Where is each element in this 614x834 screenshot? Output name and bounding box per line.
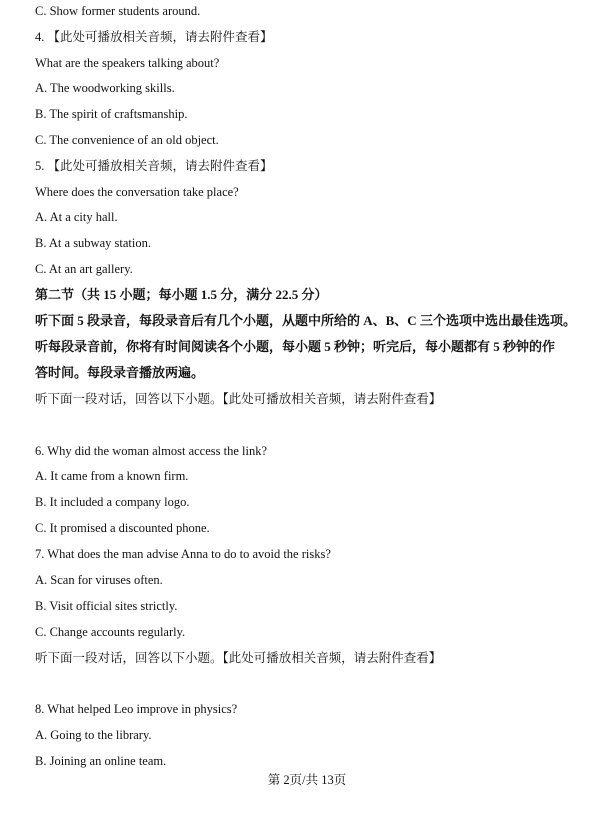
option-4a: A. The woodworking skills. [35,81,175,95]
option-4b: B. The spirit of craftsmanship. [35,107,188,121]
option-7a: A. Scan for viruses often. [35,573,163,587]
option-5b: B. At a subway station. [35,236,151,250]
question-8: 8. What helped Leo improve in physics? [35,702,238,716]
option-6b: B. It included a company logo. [35,495,190,509]
dialogue-intro-2: 听下面一段对话，回答以下小题。【此处可播放相关音频，请去附件查看】 [35,651,442,665]
instructions-line-3: 答时间。每段录音播放两遍。 [35,365,205,380]
option-5a: A. At a city hall. [35,210,118,224]
instructions-line-2: 听每段录音前，你将有时间阅读各个小题，每小题 5 秒钟；听完后，每小题都有 5 秒钟的作 [35,339,556,354]
question-7: 7. What does the man advise Anna to do to avoid the risks? [35,547,331,561]
dialogue-intro-1: 听下面一段对话，回答以下小题。【此处可播放相关音频，请去附件查看】 [35,392,442,406]
audio-placeholder-q4: 4. 【此处可播放相关音频，请去附件查看】 [35,30,273,44]
option-6a: A. It came from a known firm. [35,469,189,483]
question-5: Where does the conversation take place? [35,185,239,199]
option-6c: C. It promised a discounted phone. [35,521,210,535]
option-7b: B. Visit official sites strictly. [35,599,178,613]
question-6: 6. Why did the woman almost access the link? [35,444,268,458]
question-4: What are the speakers talking about? [35,56,220,70]
instructions-line-1: 听下面 5 段录音，每段录音后有几个小题，从题中所给的 A、B、C 三个选项中选出最佳选项。 [35,313,576,328]
option-3c: C. Show former students around. [35,4,201,18]
option-7c: C. Change accounts regularly. [35,625,186,639]
option-8a: A. Going to the library. [35,728,152,742]
option-8b: B. Joining an online team. [35,754,167,768]
page-footer: 第 2页/共 13页 [267,773,347,787]
option-5c: C. At an art gallery. [35,262,133,276]
audio-placeholder-q5: 5. 【此处可播放相关音频，请去附件查看】 [35,159,273,173]
section-heading: 第二节（共 15 小题；每小题 1.5 分，满分 22.5 分） [35,287,328,302]
option-4c: C. The convenience of an old object. [35,133,219,147]
